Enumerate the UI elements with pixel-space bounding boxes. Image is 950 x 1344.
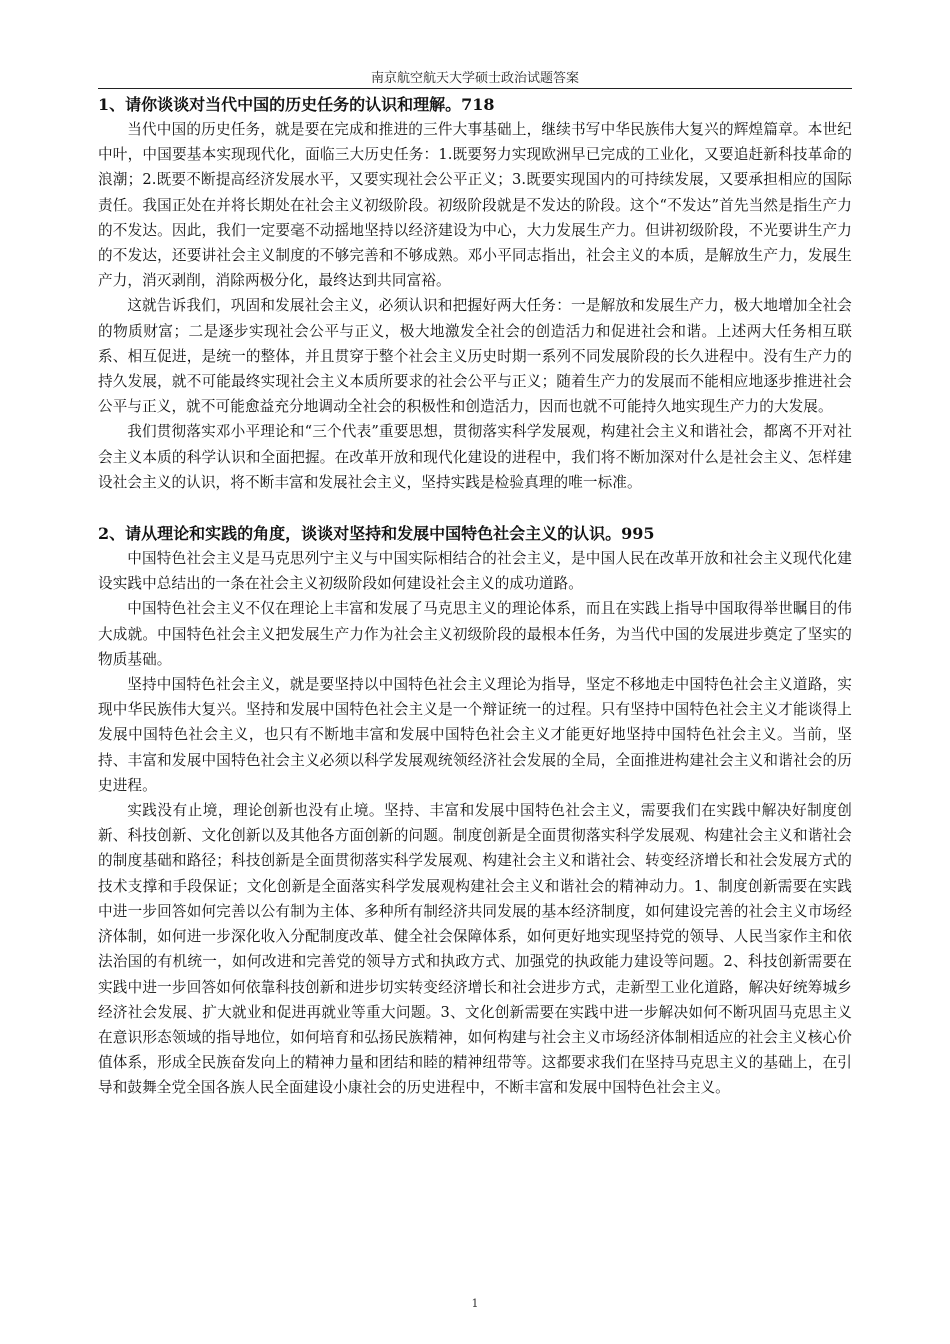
question-2-heading: 2、请从理论和实践的角度，谈谈对坚持和发展中国特色社会主义的认识。995 (98, 524, 655, 544)
section-spacer (98, 495, 852, 521)
section-2 (98, 521, 852, 1100)
page-number: 1 (471, 1297, 479, 1310)
page-header: 南京航空航天大学硕士政治试题答案 (98, 70, 852, 89)
section-1-paragraph-3: 我们贯彻落实邓小平理论和“三个代表”重要思想，贯彻落实科学发展观，构建社会主义和谐社会，都离不开对社会主义本质的科学认识和全面把握。在改革开放和现代化建设的进程中，我们将不断加深对什么是社会主义、怎样建设社会主义的认识，将不断丰富和发展社会主义，坚持实践是检验真理的唯一标准。 (98, 423, 852, 491)
section-1-paragraph-2: 这就告诉我们，巩固和发展社会主义，必须认识和把握好两大任务：一是解放和发展生产力，极大地增加全社会的物质财富；二是逐步实现社会公平与正义，极大地激发全社会的创造活力和促进社会和谐。上述两大任务相互联系、相互促进，是统一的整体，并且贯穿于整个社会主义历史时期一系列不同发展阶段的长久进程中。没有生产力的持久发展，就不可能最终实现社会主义本质所要求的社会公平与正义；随着生产力的发展而不能相应地逐步推进社会公平与正义，就不可能愈益充分地调动全社会的积极性和创造活力，因而也就不可能持久地实现生产力的大发展。 (98, 297, 852, 416)
section-1 (98, 92, 852, 495)
section-2-paragraph-3: 坚持中国特色社会主义，就是要坚持以中国特色社会主义理论为指导，坚定不移地走中国特色社会主义道路，实现中华民族伟大复兴。坚持和发展中国特色社会主义是一个辩证统一的过程。只有坚持中国特色社会主义才能谈得上发展中国特色社会主义，也只有不断地丰富和发展中国特色社会主义才能更好地坚持中国特色社会主义。当前，坚持、丰富和发展中国特色社会主义必须以科学发展观统领经济社会发展的全局，全面推进构建社会主义和谐社会的历史进程。 (98, 676, 852, 794)
document-body (98, 92, 852, 1101)
section-1-paragraph-1: 当代中国的历史任务，就是要在完成和推进的三件大事基础上，继续书写中华民族伟大复兴的辉煌篇章。本世纪中叶，中国要基本实现现代化，面临三大历史任务：1.既要努力实现欧洲早已完成的工业化，又要追赶新科技革命的浪潮；2.既要不断提高经济发展水平，又要实现社会公平正义；3.既要实现国内的可持续发展，又要承担相应的国际责任。我国正处在并将长期处在社会主义初级阶段。初级阶段就是不发达的阶段。这个“不发达”首先当然是指生产力的不发达。因此，我们一定要毫不动摇地坚持以经济建设为中心，大力发展生产力。但讲初级阶段，不光要讲生产力的不发达，还要讲社会主义制度的不够完善和不够成熟。邓小平同志指出，社会主义的本质，是解放生产力，发展生产力，消灭剥削，消除两极分化，最终达到共同富裕。 (98, 121, 852, 290)
section-2-paragraph-4: 实践没有止境，理论创新也没有止境。坚持、丰富和发展中国特色社会主义，需要我们在实践中解决好制度创新、科技创新、文化创新以及其他各方面创新的问题。制度创新是全面贯彻落实科学发展观、构建社会主义和谐社会的制度基础和路径；科技创新是全面贯彻落实科学发展观、构建社会主义和谐社会、转变经济增长和社会发展方式的技术支撑和手段保证；文化创新是全面落实科学发展观构建社会主义和谐社会的精神动力。1、制度创新需要在实践中进一步回答如何完善以公有制为主体、多种所有制经济共同发展的基本经济制度，如何建设完善的社会主义市场经济体制，如何进一步深化收入分配制度改革、健全社会保障体系，如何更好地实现坚持党的领导、人民当家作主和依法治国的有机统一，如何改进和完善党的领导方式和执政方式、加强党的执政能力建设等问题。2、科技创新需要在实践中进一步回答如何依靠科技创新和进步切实转变经济增长和社会进步方式，走新型工业化道路，解决好统筹城乡经济社会发展、扩大就业和促进再就业等重大问题。3、文化创新需要在实践中进一步解决如何不断巩固马克思主义在意识形态领域的指导地位，如何培育和弘扬民族精神，如何构建与社会主义市场经济体制相适应的社会主义核心价值体系，形成全民族奋发向上的精神力量和团结和睦的精神纽带等。这都要求我们在坚持马克思主义的基础上，在引导和鼓舞全党全国各族人民全面建设小康社会的历史进程中，不断丰富和发展中国特色社会主义。 (98, 802, 852, 1097)
question-1-heading: 1、请你谈谈对当代中国的历史任务的认识和理解。718 (98, 95, 495, 114)
section-2-paragraph-1: 中国特色社会主义是马克思列宁主义与中国实际相结合的社会主义，是中国人民在改革开放和社会主义现代化建设实践中总结出的一条在社会主义初级阶段如何建设社会主义的成功道路。 (98, 550, 852, 593)
section-2-paragraph-2: 中国特色社会主义不仅在理论上丰富和发展了马克思主义的理论体系，而且在实践上指导中国取得举世瞩目的伟大成就。中国特色社会主义把发展生产力作为社会主义初级阶段的最根本任务，为当代中国的发展进步奠定了坚实的物质基础。 (98, 600, 852, 668)
